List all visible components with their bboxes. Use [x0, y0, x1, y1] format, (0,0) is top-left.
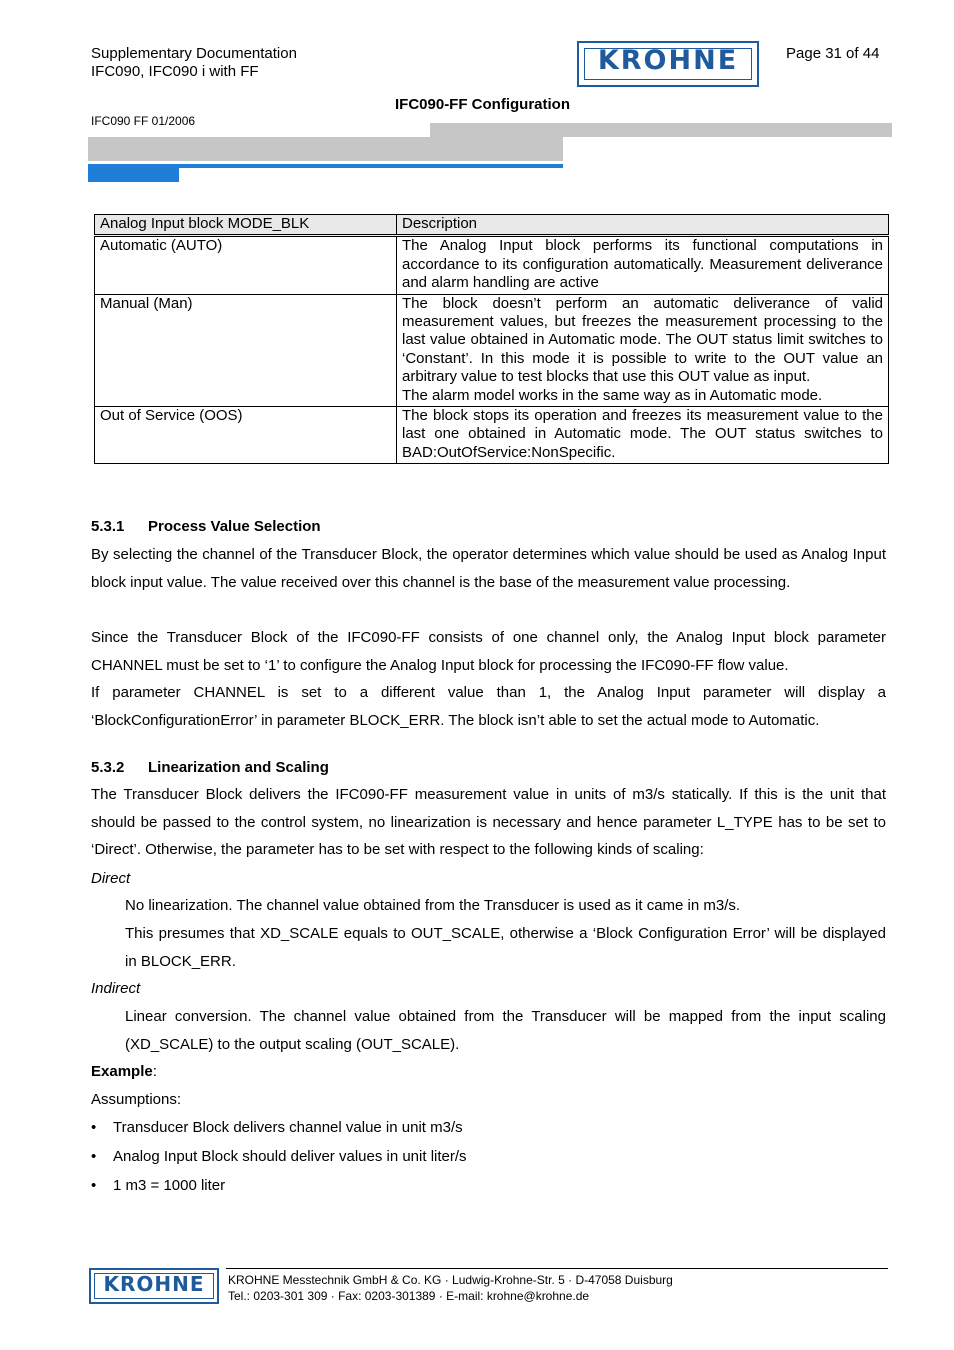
mode-table [94, 214, 889, 464]
heading-5-3-1 [91, 518, 321, 535]
heading-5-3-2 [91, 759, 329, 776]
example-line: Example: [91, 1063, 157, 1080]
table-header-row [95, 215, 889, 236]
header-grey-bar-bottom [88, 137, 563, 161]
header-grey-bar-top [430, 123, 892, 137]
footer-line-2: Tel.: 0203-301 309 · Fax: 0203-301389 · E-mail: krohne@krohne.de [228, 1289, 590, 1303]
doc-title: Supplementary Documentation [91, 45, 297, 62]
krohne-logo [577, 41, 759, 87]
table-row [95, 294, 889, 406]
doc-subtitle: IFC090, IFC090 i with FF [91, 63, 259, 80]
logo-text: KROHNE [597, 45, 739, 76]
list-item: • Analog Input Block should deliver values in unit liter/s [91, 1148, 467, 1165]
footer-krohne-logo [89, 1268, 219, 1304]
direct-text: No linearization. The channel value obtained from the Transducer is used as it came in m3/s. [125, 897, 741, 914]
description-extra: The alarm model works in the same way as in Automatic mode. [402, 386, 823, 404]
paragraph: Since the Transducer Block of the IFC090-FF consists of one channel only, the Analog Input block parameter CHANNEL must be set to ‘1’ to configure the Analog Input block for processing the IFC090-FF flow value. [91, 629, 886, 674]
doc-title-block [91, 45, 297, 81]
mode-cell: Manual (Man) [95, 294, 397, 406]
paragraph: By selecting the channel of the Transducer Block, the operator determines which value should be used as Analog Input block input value. The value received over this channel is the base of the measurement value processing. [91, 546, 886, 591]
footer-divider [226, 1268, 888, 1269]
assumptions-label: Assumptions: [91, 1091, 182, 1108]
example-label: Example [91, 1063, 153, 1080]
footer-line-1: KROHNE Messtechnik GmbH & Co. KG · Ludwig-Krohne-Str. 5 · D-47058 Duisburg [228, 1273, 673, 1287]
table-row [95, 407, 889, 464]
mode-cell: Automatic (AUTO) [95, 236, 397, 294]
description-cell: The block stops its operation and freezes its measurement value to the last one obtained in Automatic mode. The OUT status switches to BAD:OutOfService:NonSpecific. [397, 407, 889, 464]
direct-text: This presumes that XD_SCALE equals to OUT_SCALE, otherwise a ‘Block Configuration Error’ will be displayed in BLOCK_ERR. [125, 925, 886, 970]
mode-cell: Out of Service (OOS) [95, 407, 397, 464]
list-item: • Transducer Block delivers channel value in unit m3/s [91, 1119, 463, 1136]
bullet-icon: • [91, 1119, 97, 1136]
description-text: The block doesn’t perform an automatic deliverance of valid measurement values, but freezes the measurement processing to the last value obtained in Automatic mode. The OUT status limit switches to ‘Constant’. In this mode it is possible to write to the OUT value an arbitrary value to test blocks that use this OUT value as input. [402, 294, 883, 386]
heading-title: Linearization and Scaling [148, 759, 329, 776]
direct-label: Direct [91, 870, 131, 887]
indirect-text: Linear conversion. The channel value obtained from the Transducer will be mapped from the input scaling (XD_SCALE) to the output scaling (OUT_SCALE). [125, 1008, 886, 1053]
paragraph: If parameter CHANNEL is set to a different value than 1, the Analog Input parameter will display a ‘BlockConfigurationError’ in parameter BLOCK_ERR. The block isn’t able to set the actual mode to Automatic. [91, 684, 886, 729]
column-header-description: Description [397, 215, 889, 236]
description-cell [397, 294, 889, 406]
section-title: IFC090-FF Configuration [395, 96, 570, 113]
heading-number: 5.3.2 [91, 759, 125, 776]
heading-title: Process Value Selection [148, 518, 321, 535]
column-header-mode: Analog Input block MODE_BLK [95, 215, 397, 236]
paragraph: The Transducer Block delivers the IFC090-FF measurement value in units of m3/s statically. If this is the unit that should be passed to the control system, no linearization is necessary and hence parameter L_TYPE has to be set to ‘Direct’. Otherwise, the parameter has to be set with respect to the following kinds of scaling: [91, 786, 886, 859]
header-blue-block [88, 168, 179, 182]
heading-number: 5.3.1 [91, 518, 125, 535]
table-row [95, 236, 889, 294]
list-item: • 1 m3 = 1000 liter [91, 1177, 226, 1194]
page-number: Page 31 of 44 [786, 45, 880, 62]
footer-logo-text: KROHNE [103, 1272, 205, 1296]
indirect-label: Indirect [91, 980, 141, 997]
doc-code: IFC090 FF 01/2006 [91, 114, 196, 128]
footer-address [228, 1272, 673, 1304]
description-cell: The Analog Input block performs its functional computations in accordance to its configuration automatically. Measurement deliverance and alarm handling are active [397, 236, 889, 294]
bullet-icon: • [91, 1177, 97, 1194]
bullet-icon: • [91, 1148, 97, 1165]
